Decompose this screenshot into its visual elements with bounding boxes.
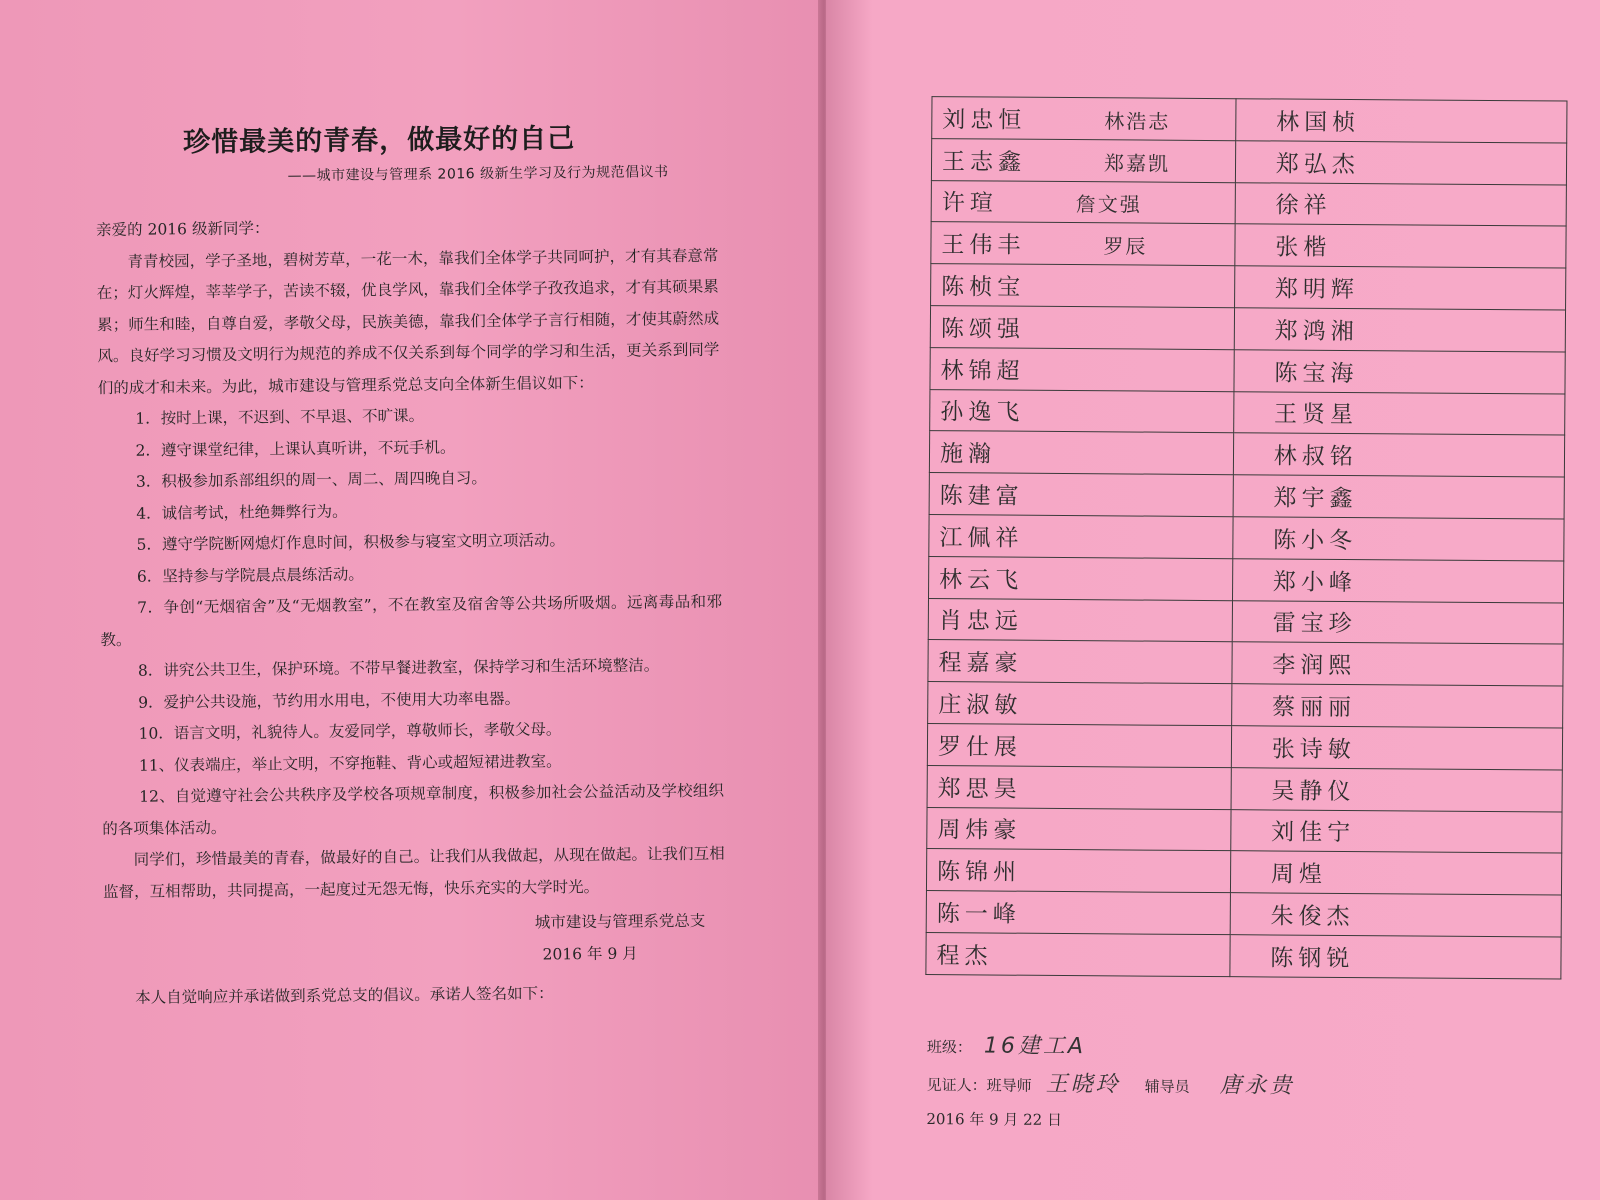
list-item: 10．语言文明，礼貌待人。友爱同学，尊敬师长，孝敬父母。 — [138, 720, 562, 743]
signature-name: 雷宝珍 — [1272, 610, 1357, 638]
signature-cell-right — [1233, 391, 1565, 435]
signature-name: 陈钢锐 — [1270, 945, 1355, 972]
signature-name: 林锦超 — [940, 357, 1025, 385]
signature-cell-left — [929, 473, 1233, 517]
signature-name: 朱俊杰 — [1270, 903, 1355, 931]
signature-cell-right — [1231, 767, 1563, 811]
counselor-signature: 唐永贵 — [1219, 1073, 1295, 1099]
signature-name-extra: 郑嘉凯 — [1103, 150, 1171, 176]
signature-name: 施瀚 — [939, 441, 997, 468]
list-item: 5．遵守学院断网熄灯作息时间，积极参与寝室文明立项活动。 — [136, 531, 566, 554]
signature-row — [931, 138, 1566, 184]
closing-paragraph: 同学们，珍惜最美的青春，做最好的自己。让我们从我做起，从现在做起。让我们互相监督，互相帮助，共同提高，一起度过无怨无悔，快乐充实的大学时光。 — [102, 844, 725, 901]
signature-name: 王贤星 — [1273, 401, 1359, 429]
intro-paragraph: 青青校园，学子圣地，碧树芳草，一花一木，靠我们全体学子共同呵护，才有其春意常在；灯火辉煌，莘莘学子，苦读不辍，优良学风，靠我们全体学子孜孜追求，才有其硕果累累；师生和睦，自尊自爱，孝敬父母，民族美德，靠我们全体学子言行相随，才使其蔚然成风。良好学习习惯及文明行为规范的养成不仅关系到每个同学的学习和生活，更关系到同学们的成才和未来。为此，城市建设与管理系党总支向全体新生倡议如下： — [96, 246, 720, 397]
signature-row — [930, 389, 1565, 435]
signature-cell-right — [1233, 475, 1565, 519]
signature-cell-left — [931, 138, 1235, 182]
signature-cell-right — [1231, 809, 1563, 853]
signature-cell-left — [929, 556, 1233, 600]
signature-row — [928, 682, 1563, 728]
signature-name: 王志鑫 — [941, 148, 1027, 176]
signature-row — [929, 515, 1564, 561]
signature-name: 周煌 — [1270, 861, 1327, 889]
signature-cell-right — [1231, 684, 1563, 728]
signature-row — [930, 347, 1565, 393]
witness-label: 见证人：班导师 — [926, 1076, 1032, 1095]
signature-cell-left — [929, 431, 1233, 475]
signature-cell-right — [1230, 935, 1562, 979]
signature-row — [929, 556, 1564, 602]
signature-cell-left — [928, 598, 1232, 642]
list-item: 11、仪表端庄，举止文明，不穿拖鞋、背心或超短裙进教室。 — [138, 751, 562, 775]
signature-name: 郑明辉 — [1274, 276, 1360, 304]
signature-cell-right — [1235, 140, 1567, 184]
signature-name: 林国桢 — [1276, 109, 1361, 136]
signature-name: 张楷 — [1275, 234, 1332, 262]
signature-cell-left — [929, 515, 1233, 559]
signature-cell-right — [1235, 99, 1567, 143]
commitment-statement: 本人自觉响应并承诺做到系党总支的倡议。承诺人签名如下： — [135, 984, 554, 1007]
signature-cell-right — [1233, 517, 1565, 561]
signature-name: 郑宇鑫 — [1273, 485, 1358, 513]
signature-cell-left — [931, 264, 1235, 308]
document-title: 珍惜最美的青春，做最好的自己 — [183, 123, 576, 159]
signature-cell-right — [1234, 349, 1566, 393]
signature-name-extra: 林浩志 — [1104, 109, 1171, 134]
signature-name: 孙逸飞 — [940, 399, 1025, 427]
signature-name: 郑弘杰 — [1275, 151, 1360, 178]
signature-row — [928, 598, 1563, 644]
signature-row — [931, 180, 1566, 226]
signature-cell-right — [1231, 726, 1563, 770]
signature-cell-left — [930, 306, 1234, 350]
signature-cell-left — [926, 891, 1230, 935]
signature-name: 陈宝海 — [1274, 360, 1359, 387]
signature-row — [926, 891, 1561, 937]
signature-name-extra: 詹文强 — [1075, 192, 1142, 218]
signature-row — [927, 807, 1562, 853]
signature-cell-right — [1234, 308, 1566, 352]
class-line — [927, 1028, 1086, 1060]
signature-row — [926, 932, 1561, 978]
list-item: 7．争创“无烟宿舍”及“无烟教室”，不在教室及宿舍等公共场所吸烟。远离毒品和邪教。 — [100, 592, 723, 649]
signature-name: 陈颂强 — [940, 316, 1025, 343]
signature-name: 刘忠恒 — [942, 107, 1027, 134]
signature-cell-right — [1232, 600, 1564, 644]
signature-cell-left — [927, 807, 1231, 851]
issue-date: 2016 年 9 月 — [542, 944, 638, 964]
signature-name: 罗仕展 — [937, 733, 1023, 761]
list-item: 6．坚持参与学院晨点晨练活动。 — [136, 564, 364, 586]
signature-name: 林云飞 — [939, 566, 1024, 594]
signature-row — [927, 724, 1562, 770]
signature-row — [929, 431, 1564, 477]
signature-row — [930, 306, 1565, 352]
signature-name: 郑小峰 — [1272, 569, 1357, 596]
witness-line — [927, 1066, 1295, 1100]
counselor-label: 辅导员 — [1144, 1077, 1190, 1096]
signature-name: 江佩祥 — [939, 524, 1024, 552]
signature-name: 庄淑敏 — [938, 692, 1023, 719]
signature-cell-right — [1230, 893, 1562, 937]
signature-name: 程杰 — [936, 942, 993, 970]
signature-table — [925, 96, 1567, 979]
signature-name: 许瑄 — [941, 190, 998, 218]
signature-cell-left — [926, 932, 1230, 976]
signature-row — [931, 264, 1566, 310]
list-item: 4．诚信考试，杜绝舞弊行为。 — [136, 502, 348, 523]
signature-cell-left — [931, 180, 1235, 224]
signature-cell-right — [1230, 851, 1562, 895]
signature-name: 徐祥 — [1275, 192, 1332, 220]
signing-date: 2016 年 9 月 22 日 — [926, 1110, 1063, 1130]
signature-name: 吴静仪 — [1271, 778, 1356, 805]
signature-cell-right — [1235, 182, 1567, 226]
list-item: 12、自觉遵守社会公共秩序及学校各项规章制度，积极参加社会公益活动及学校组织的各项集体活动。 — [102, 781, 725, 838]
signature-row — [928, 640, 1563, 686]
signature-name: 李润熙 — [1272, 652, 1357, 680]
signature-cell-left — [930, 389, 1234, 433]
class-value: 16建工A — [983, 1033, 1087, 1060]
signature-name: 刘佳宁 — [1271, 819, 1356, 847]
signature-cell-left — [927, 724, 1231, 768]
signature-cell-right — [1234, 266, 1566, 310]
document-body — [96, 209, 726, 1015]
signature-name: 陈桢宝 — [941, 274, 1026, 301]
signature-cell-right — [1235, 224, 1567, 268]
greeting: 亲爱的 2016 级新同学： — [96, 219, 270, 240]
signature-cell-left — [927, 765, 1231, 809]
class-label: 班级： — [926, 1038, 972, 1057]
signature-name: 陈锦州 — [937, 859, 1022, 886]
signature-cell-left — [928, 682, 1232, 726]
signature-name: 陈建富 — [939, 483, 1024, 510]
signature-name: 周炜豪 — [937, 817, 1022, 845]
signature-cell-right — [1233, 433, 1565, 477]
signature-cell-right — [1232, 558, 1564, 602]
signature-name: 郑思昊 — [937, 775, 1022, 803]
list-item: 2．遵守课堂纪律，上课认真听讲，不玩手机。 — [135, 437, 456, 460]
signature-name: 肖忠远 — [938, 608, 1023, 636]
issuing-organization: 城市建设与管理系党总支 — [534, 911, 706, 932]
signature-name: 林叔铭 — [1273, 443, 1358, 471]
signature-name: 陈小冬 — [1273, 527, 1358, 554]
right-page-content — [826, 0, 1600, 1200]
signature-name: 程嘉豪 — [938, 650, 1023, 677]
signature-cell-left — [930, 347, 1234, 391]
list-item: 3．积极参加系部组织的周一、周二、周四晚自习。 — [135, 469, 487, 491]
signature-name: 陈一峰 — [936, 901, 1021, 928]
signature-cell-left — [932, 97, 1236, 141]
signature-row — [932, 97, 1567, 143]
signature-cell-left — [926, 849, 1230, 893]
signature-name-extra: 罗辰 — [1103, 234, 1148, 259]
document-subtitle: ——城市建设与管理系 2016 级新生学习及行为规范倡议书 — [287, 164, 669, 185]
signature-name: 张诗敏 — [1271, 736, 1356, 763]
signature-table-body — [926, 97, 1567, 979]
signature-cell-right — [1232, 642, 1564, 686]
signature-cell-left — [931, 222, 1235, 266]
signature-row — [927, 765, 1562, 811]
signature-cell-left — [928, 640, 1232, 684]
list-item: 9．爱护公共设施，节约用水用电，不使用大功率电器。 — [138, 689, 521, 712]
signature-name: 蔡丽丽 — [1271, 694, 1357, 722]
list-item: 8．讲究公共卫生，保护环境。不带早餐进教室，保持学习和生活环境整洁。 — [137, 656, 660, 680]
list-item: 1．按时上课，不迟到、不早退、不旷课。 — [135, 406, 425, 428]
signature-row — [926, 849, 1561, 895]
signature-name: 郑鸿湘 — [1274, 318, 1359, 345]
right-page — [826, 0, 1600, 1200]
signature-row — [929, 473, 1564, 519]
teacher-signature: 王晓玲 — [1045, 1071, 1121, 1098]
signature-name: 王伟丰 — [941, 232, 1026, 260]
signature-row — [931, 222, 1566, 268]
